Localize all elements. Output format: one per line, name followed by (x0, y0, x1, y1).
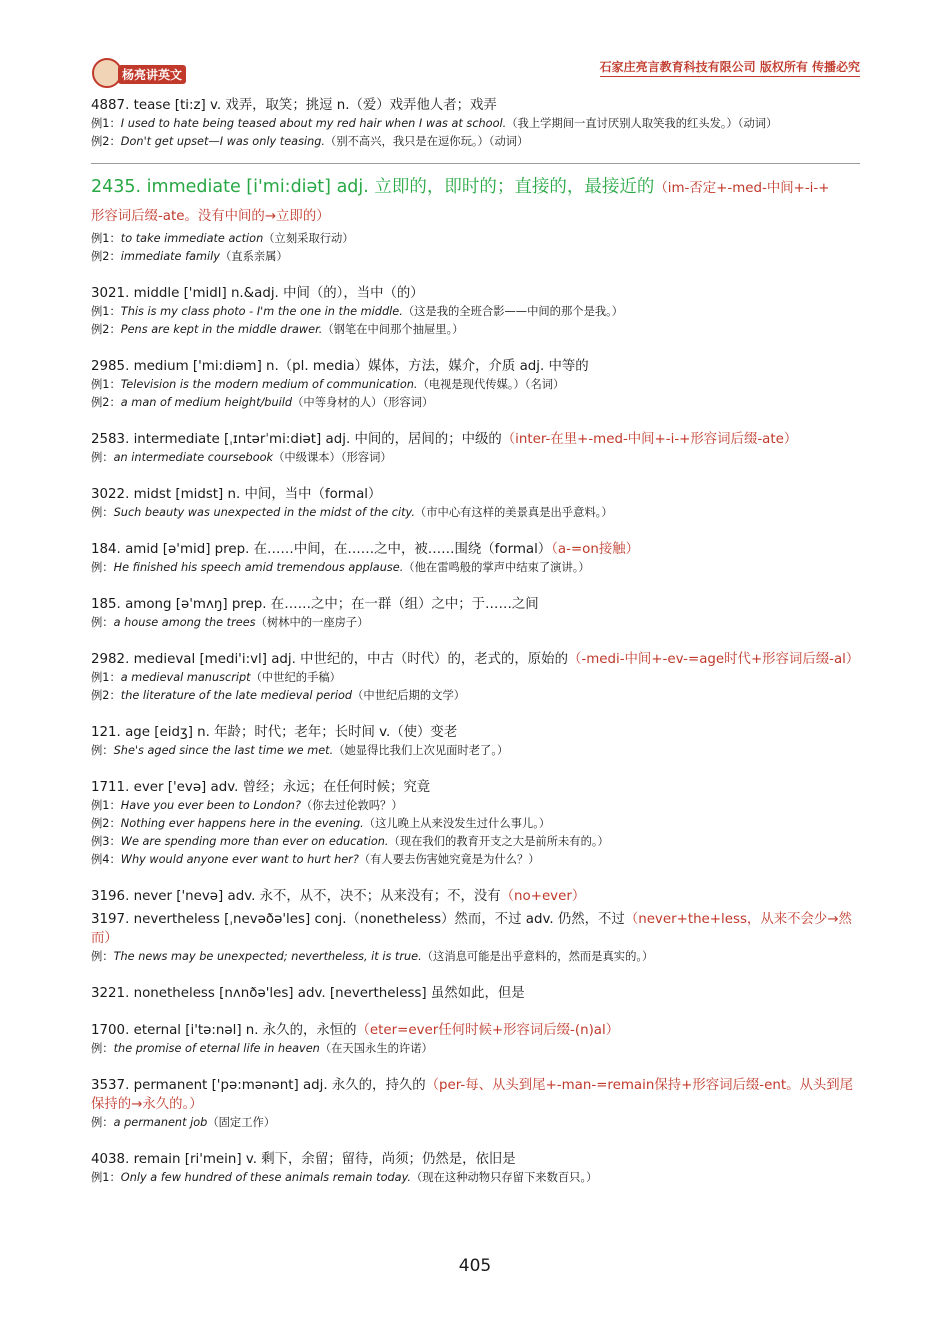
entry-spacer (91, 266, 860, 284)
entry-spacer (91, 760, 860, 778)
example-line: 例2：immediate family（直系亲属） (91, 250, 288, 263)
entry (91, 1150, 860, 1187)
example-line: 例2：the literature of the late medieval period（中世纪后期的文学） (91, 689, 466, 702)
entry (91, 430, 860, 467)
section-divider (91, 163, 860, 164)
etymology: （-medi-中间+-ev-=age时代+形容词后缀-al） (567, 652, 860, 667)
entry-spacer (91, 467, 860, 485)
etymology: （never+the+less，从来不会少→然而） (91, 912, 852, 946)
etymology: （inter-在里+-med-中间+-i-+形容词后缀-ate） (501, 432, 798, 447)
entry (91, 723, 860, 760)
etymology: （eter=ever任何时候+形容词后缀-(n)al） (356, 1023, 620, 1038)
example-line: 例：the promise of eternal life in heaven（在天国永生的许诺） (91, 1042, 433, 1055)
entry (91, 540, 860, 577)
entry-head: 2985. medium ['mi:diəm] n.（pl. media）媒体，方法，媒介，介质 adj. 中等的 (91, 359, 589, 374)
page-content (91, 96, 860, 1187)
main-entry-head: 2435. immediate [i'mi:diət] adj. 立即的，即时的；直接的，最接近的（im-否定+-med-中间+-i-+ 形容词后缀-ate。没有中间的→立即的） (91, 177, 830, 224)
page-number: 405 (458, 1256, 492, 1276)
example-line: 例：The news may be unexpected; nevertheless, it is true.（这消息可能是出乎意料的，然而是真实的。） (91, 950, 654, 963)
example-line: 例2：Nothing ever happens here in the evening.（这儿晚上从来没发生过什么事儿。） (91, 817, 551, 830)
etymology: （per-每、从头到尾+-man-=remain保持+形容词后缀-ent。从头到尾保持的→永久的。） (91, 1078, 854, 1112)
entry-spacer (91, 966, 860, 984)
example-line: 例1：a medieval manuscript（中世纪的手稿） (91, 671, 341, 684)
etymology: （no+ever） (500, 889, 586, 904)
entry-head: 1700. eternal [i'tə:nəl] n. 永久的，永恒的（eter=ever任何时候+形容词后缀-(n)al） (91, 1023, 620, 1038)
example-line: 例2：Don't get upset—I was only teasing.（别不高兴，我只是在逗你玩。）（动词） (91, 135, 529, 148)
entry (91, 357, 860, 412)
entry-spacer (91, 1058, 860, 1076)
entry-head: 184. amid [ə'mid] prep. 在……中间，在……之中，被……围绕（formal）（a-=on接触） (91, 542, 640, 557)
example-line: 例1：Television is the modern medium of communication.（电视是现代传媒。）（名词） (91, 378, 565, 391)
entry-spacer (91, 705, 860, 723)
entry-head: 3221. nonetheless [nʌnðə'les] adv. [nevertheless] 虽然如此，但是 (91, 986, 525, 1001)
entry-spacer (91, 1132, 860, 1150)
example-line: 例：a permanent job（固定工作） (91, 1116, 276, 1129)
copyright-notice: 石家庄亮言教育科技有限公司 版权所有 传播必究 (600, 58, 860, 77)
example-line: 例1：This is my class photo - I'm the one in the middle.（这是我的全班合影——中间的那个是我。） (91, 305, 624, 318)
example-line: 例：a house among the trees（树林中的一座房子） (91, 616, 369, 629)
entry (91, 887, 860, 906)
example-line: 例2：Pens are kept in the middle drawer.（钢笔在中间那个抽屉里。） (91, 323, 464, 336)
entry (91, 650, 860, 705)
entry-head: 2982. medieval [medi'i:vl] adj. 中世纪的，中古（时代）的，老式的，原始的（-medi-中间+-ev-=age时代+形容词后缀-al） (91, 652, 860, 667)
example-line: 例1：to take immediate action（立刻采取行动） (91, 232, 354, 245)
example-line: 例：Such beauty was unexpected in the midst of the city.（市中心有这样的美景真是出乎意料。） (91, 506, 613, 519)
entry (91, 778, 860, 869)
example-line: 例：She's aged since the last time we met.（她显得比我们上次见面时老了。） (91, 744, 509, 757)
entry-head: 1711. ever ['evə] adv. 曾经；永远；在任何时候；究竟 (91, 780, 431, 795)
entry-spacer (91, 577, 860, 595)
entry-spacer (91, 869, 860, 887)
example-line: 例1：Have you ever been to London?（你去过伦敦吗？） (91, 799, 403, 812)
example-line: 例：an intermediate coursebook（中级课本）（形容词） (91, 451, 392, 464)
entry (91, 485, 860, 522)
entry-head: 4887. tease [ti:z] v. 戏弄，取笑；挑逗 n.（爱）戏弄他人者；戏弄 (91, 98, 497, 113)
example-line: 例4：Why would anyone ever want to hurt her?（有人要去伤害她究竟是为什么？） (91, 853, 540, 866)
entry (91, 1076, 860, 1132)
entry-head: 3197. nevertheless [ˌnevəðə'les] conj.（nonetheless）然而，不过 adv. 仍然，不过（never+the+less，从来不会少→然而） (91, 912, 852, 946)
etymology: （im-否定+-med-中间+-i-+ (654, 181, 830, 196)
brand-logo (90, 56, 190, 90)
entry-head: 3196. never ['nevə] adv. 永不，从不，决不；从来没有；不，没有（no+ever） (91, 889, 586, 904)
example-line: 例1：Only a few hundred of these animals remain today.（现在这种动物只存留下来数百只。） (91, 1171, 598, 1184)
example-line: 例：He finished his speech amid tremendous applause.（他在雷鸣般的掌声中结束了演讲。） (91, 561, 590, 574)
example-line: 例2：a man of medium height/build（中等身材的人）（形容词） (91, 396, 434, 409)
entry-head: 3021. middle ['midl] n.&adj. 中间（的），当中（的） (91, 286, 424, 301)
main-entry-immediate (91, 174, 860, 266)
entry-list (91, 266, 860, 1187)
entry-head: 121. age [eidʒ] n. 年龄；时代；老年；长时间 v.（使）变老 (91, 725, 458, 740)
entry (91, 284, 860, 339)
entry-spacer (91, 1003, 860, 1021)
entry (91, 1021, 860, 1058)
entry-head: 3022. midst [midst] n. 中间，当中（formal） (91, 487, 382, 502)
entry-head: 4038. remain [ri'mein] v. 剩下，余留；留待，尚须；仍然是，依旧是 (91, 1152, 516, 1167)
etymology-continued: 形容词后缀-ate。没有中间的→立即的） (91, 209, 330, 224)
entry (91, 910, 860, 966)
entry-spacer (91, 412, 860, 430)
etymology: （a-=on接触） (551, 542, 640, 557)
entry (91, 984, 860, 1003)
entry-head: 3537. permanent ['pə:mənənt] adj. 永久的，持久的（per-每、从头到尾+-man-=remain保持+形容词后缀-ent。从头到尾保持的→永久的。） (91, 1078, 854, 1112)
logo-text: 杨亮讲英文 (118, 65, 186, 84)
entry (91, 595, 860, 632)
entry-tease (91, 96, 860, 151)
entry-head: 185. among [ə'mʌŋ] prep. 在……之中；在一群（组）之中；于……之间 (91, 597, 539, 612)
example-line: 例3：We are spending more than ever on education.（现在我们的教育开支之大是前所未有的。） (91, 835, 609, 848)
entry-spacer (91, 339, 860, 357)
entry-spacer (91, 632, 860, 650)
example-line: 例1：I used to hate being teased about my red hair when I was at school.（我上学期间一直讨厌别人取笑我的红头发。）（动词） (91, 117, 778, 130)
entry-spacer (91, 522, 860, 540)
page-header (90, 56, 860, 92)
entry-head: 2583. intermediate [ˌɪntərˈmi:diət] adj. 中间的，居间的；中级的（inter-在里+-med-中间+-i-+形容词后缀-ate） (91, 432, 798, 447)
